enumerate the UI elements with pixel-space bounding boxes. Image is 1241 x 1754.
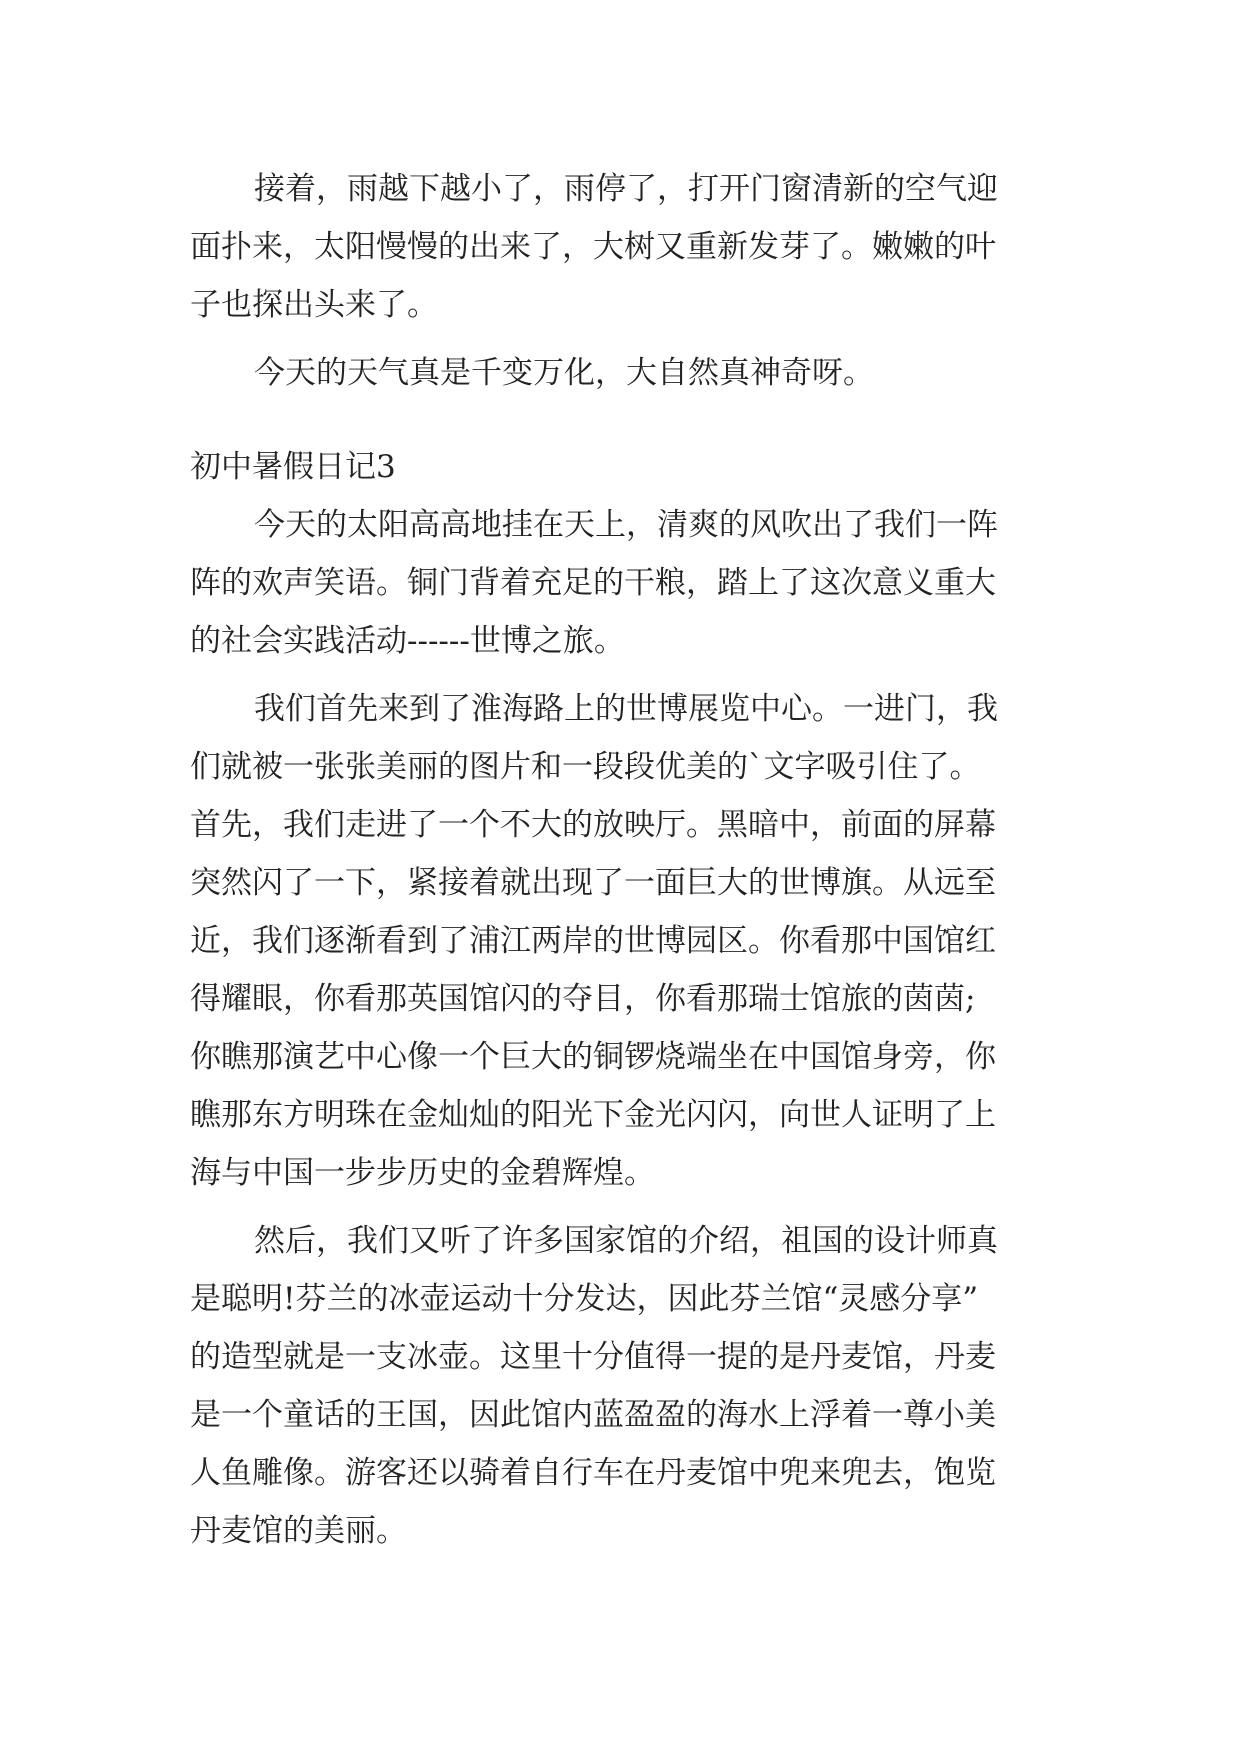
text-line: 你瞧那演艺中心像一个巨大的铜锣烧端坐在中国馆身旁，你 bbox=[190, 1039, 996, 1075]
paragraph bbox=[190, 680, 1070, 1202]
text-line: 瞧那东方明珠在金灿灿的阳光下金光闪闪，向世人证明了上 bbox=[190, 1097, 996, 1133]
text-line: 面扑来，太阳慢慢的出来了，大树又重新发芽了。嫩嫩的叶 bbox=[190, 229, 996, 265]
paragraph bbox=[190, 344, 1070, 402]
text-line: 们就被一张张美丽的图片和一段段优美的`文字吸引住了。 bbox=[190, 749, 981, 785]
paragraph bbox=[190, 496, 1070, 670]
text-line: 海与中国一步步历史的金碧辉煌。 bbox=[190, 1155, 655, 1191]
diary-title: 初中暑假日记3 bbox=[190, 449, 396, 485]
text-line: 的造型就是一支冰壶。这里十分值得一提的是丹麦馆，丹麦 bbox=[190, 1339, 996, 1375]
text-line: 是聪明!芬兰的冰壶运动十分发达，因此芬兰馆“灵感分享” bbox=[190, 1281, 979, 1317]
text-line: 然后，我们又听了许多国家馆的介绍，祖国的设计师真 bbox=[254, 1223, 998, 1259]
text-line: 我们首先来到了淮海路上的世博展览中心。一进门，我 bbox=[254, 691, 998, 727]
text-line: 的社会实践活动------世博之旅。 bbox=[190, 623, 625, 659]
text-line: 子也探出头来了。 bbox=[190, 287, 438, 323]
text-line: 阵的欢声笑语。铜门背着充足的干粮，踏上了这次意义重大 bbox=[190, 565, 996, 601]
text-line: 今天的太阳高高地挂在天上，清爽的风吹出了我们一阵 bbox=[254, 507, 998, 543]
text-line: 是一个童话的王国，因此馆内蓝盈盈的海水上浮着一尊小美 bbox=[190, 1397, 996, 1433]
text-line: 突然闪了一下，紧接着就出现了一面巨大的世博旗。从远至 bbox=[190, 865, 996, 901]
text-line: 首先，我们走进了一个不大的放映厅。黑暗中，前面的屏幕 bbox=[190, 807, 996, 843]
text-line: 今天的天气真是千变万化，大自然真神奇呀。 bbox=[254, 355, 874, 391]
text-line: 得耀眼，你看那英国馆闪的夺目，你看那瑞士馆旅的茵茵; bbox=[190, 981, 976, 1017]
paragraph bbox=[190, 1212, 1070, 1560]
text-line: 接着，雨越下越小了，雨停了，打开门窗清新的空气迎 bbox=[254, 171, 998, 207]
section-heading bbox=[190, 438, 1070, 496]
text-line: 丹麦馆的美丽。 bbox=[190, 1513, 407, 1549]
paragraph bbox=[190, 160, 1070, 334]
text-line: 近，我们逐渐看到了浦江两岸的世博园区。你看那中国馆红 bbox=[190, 923, 996, 959]
document-body bbox=[190, 160, 1070, 1560]
text-line: 人鱼雕像。游客还以骑着自行车在丹麦馆中兜来兜去，饱览 bbox=[190, 1455, 996, 1491]
